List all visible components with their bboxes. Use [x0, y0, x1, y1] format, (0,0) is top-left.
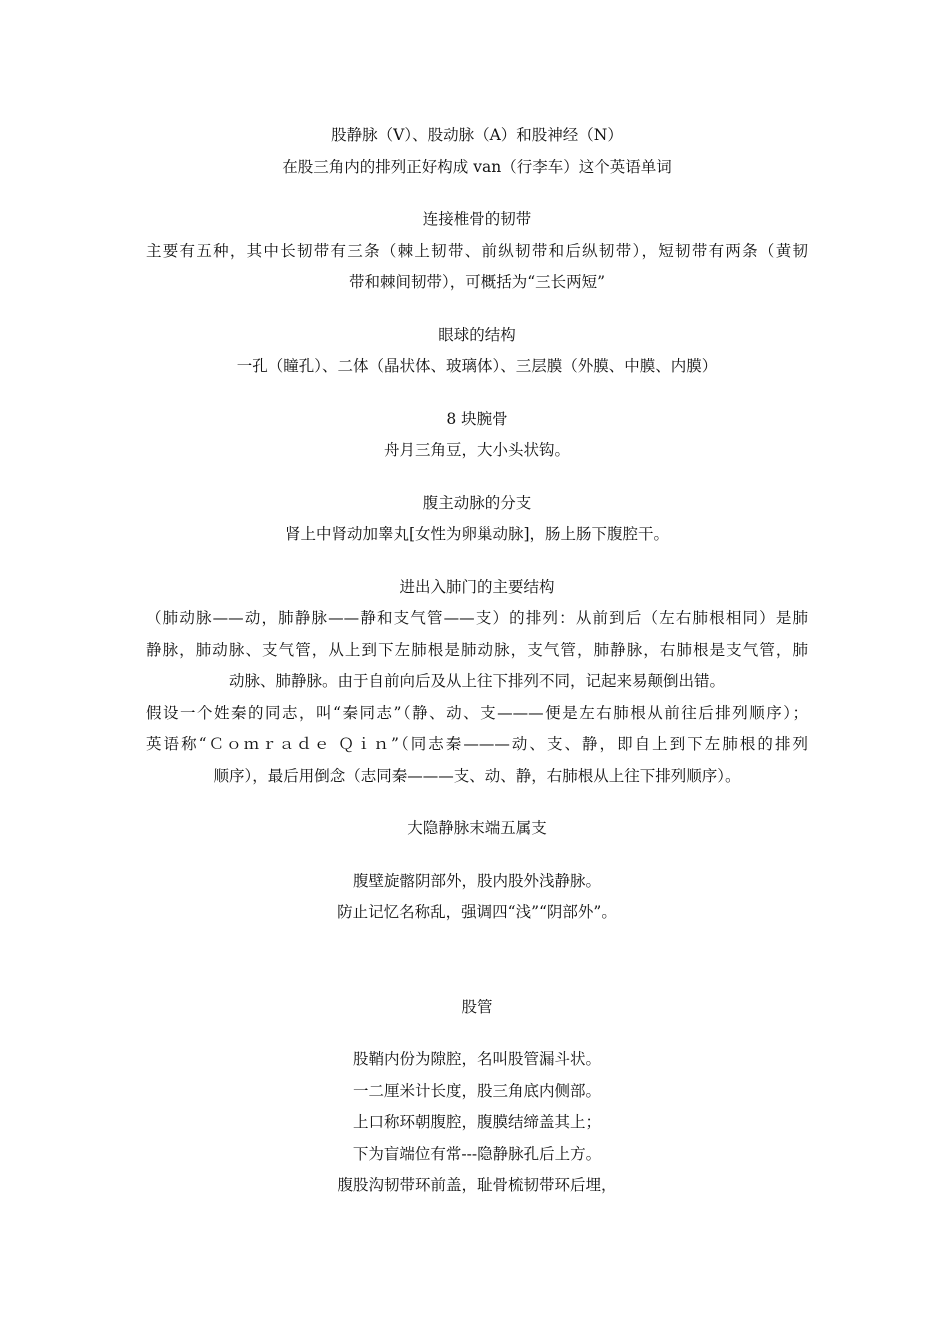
hilum-text-3: 动脉、肺静脉。由于自前向后及从上往下排列不同，记起来易颠倒出错。 [228, 672, 725, 690]
hilum-title: 进出入肺门的主要结构 [399, 577, 555, 596]
saphenous-text-2: 防止记忆名称乱，强调四“浅”“阴部外”。 [337, 903, 617, 921]
spacer [146, 299, 808, 320]
femoral-canal-text-4: 下为盲端位有常---隐静脉孔后上方。 [352, 1144, 602, 1163]
femoral-canal-text-2: 一二厘米计长度，股三角底内侧部。 [352, 1081, 601, 1100]
femoral-canal-text-1: 股鞘内份为隙腔，名叫股管漏斗状。 [352, 1050, 601, 1068]
carpal-text-1: 舟月三角豆，大小头状钩。 [383, 441, 570, 459]
spacer [146, 467, 808, 488]
saphenous-text-1: 腹壁旋髂阴部外，股内股外浅静脉。 [352, 871, 601, 890]
hilum-text-6: 顺序），最后用倒念（志同秦———支、动、静，右肺根从上往下排列顺序）。 [213, 766, 741, 785]
hilum-text-2: 静脉，肺动脉、支气管，从上到下左肺根是肺动脉，支气管，肺静脉，右肺根是支气管，肺 [146, 640, 808, 659]
hilum-text-4: 假设一个姓秦的同志，叫“秦同志”（静、动、支———便是左右肺根从前往后排列顺序）； [146, 703, 808, 722]
femoral-canal-text-5: 腹股沟韧带环前盖，耻骨梳韧带环后埋， [337, 1176, 617, 1194]
spacer [146, 845, 808, 866]
saphenous-title: 大隐静脉末端五属支 [407, 819, 547, 837]
eyeball-title: 眼球的结构 [438, 325, 516, 344]
ligaments-text-2: 带和棘间韧带），可概括为“三长两短” [348, 273, 606, 291]
document-page [146, 120, 808, 1202]
spacer [146, 551, 808, 572]
hilum-text-1: （肺动脉——动，肺静脉——静和支气管——支）的排列：从前到后（左右肺根相同）是肺 [146, 609, 808, 627]
spacer [146, 792, 808, 813]
aorta-title: 腹主动脉的分支 [422, 493, 532, 512]
spacer [146, 1023, 808, 1044]
eyeball-text-1: 一孔（瞳孔）、二体（晶状体、玻璃体）、三层膜（外膜、中膜、内膜） [236, 357, 718, 375]
spacer [146, 929, 808, 992]
hilum-text-5: 英语称“Ｃｏｍｒａｄｅ Ｑｉｎ”（同志秦———动、支、静，即自上到下左肺根的排列 [146, 735, 808, 753]
aorta-text-1: 肾上中肾动加睾丸[女性为卵巢动脉]，肠上肠下腹腔干。 [284, 525, 670, 543]
femoral-title: 股静脉（V）、股动脉（A）和股神经（N） [331, 126, 623, 144]
femoral-canal-title: 股管 [461, 997, 493, 1016]
spacer [146, 383, 808, 404]
femoral-text-1: 在股三角内的排列正好构成 van（行李车）这个英语单词 [282, 157, 672, 176]
ligaments-title: 连接椎骨的韧带 [422, 210, 532, 228]
spacer [146, 183, 808, 204]
ligaments-text-1: 主要有五种，其中长韧带有三条（棘上韧带、前纵韧带和后纵韧带），短韧带有两条（黄韧 [146, 241, 808, 260]
femoral-canal-text-3: 上口称环朝腹腔，腹膜结缔盖其上； [352, 1113, 601, 1131]
carpal-title: 8 块腕骨 [446, 409, 508, 428]
